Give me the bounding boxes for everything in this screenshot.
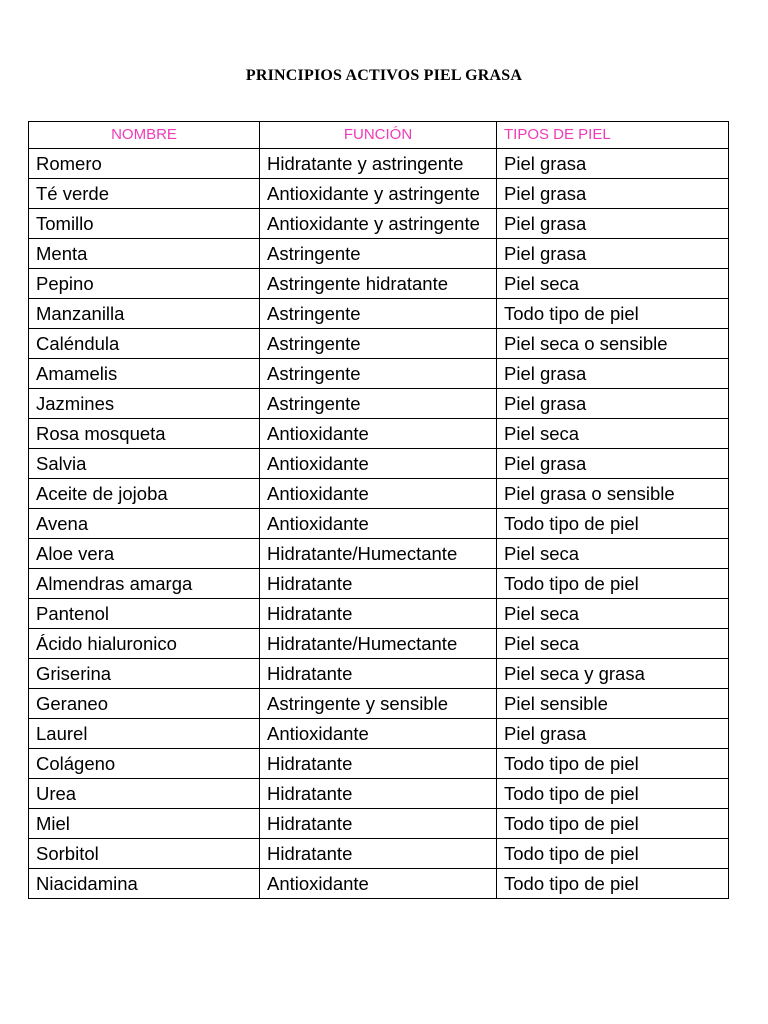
active-ingredients-table bbox=[28, 121, 729, 899]
cell-tipos-de-piel: Piel grasa bbox=[497, 359, 729, 389]
cell-tipos-de-piel: Piel grasa bbox=[497, 239, 729, 269]
cell-nombre: Amamelis bbox=[29, 359, 260, 389]
header-nombre: NOMBRE bbox=[29, 122, 260, 149]
cell-funcion: Antioxidante y astringente bbox=[260, 179, 497, 209]
table-row bbox=[29, 599, 729, 629]
cell-nombre: Avena bbox=[29, 509, 260, 539]
cell-tipos-de-piel: Piel seca o sensible bbox=[497, 329, 729, 359]
document-title: PRINCIPIOS ACTIVOS PIEL GRASA bbox=[245, 67, 523, 84]
table-row bbox=[29, 209, 729, 239]
table-row bbox=[29, 239, 729, 269]
cell-funcion: Hidratante bbox=[260, 839, 497, 869]
table-body bbox=[29, 149, 729, 899]
table-row bbox=[29, 719, 729, 749]
cell-nombre: Caléndula bbox=[29, 329, 260, 359]
cell-tipos-de-piel: Todo tipo de piel bbox=[497, 869, 729, 899]
cell-nombre: Niacidamina bbox=[29, 869, 260, 899]
header-funcion: FUNCIÓN bbox=[260, 122, 497, 149]
cell-funcion: Astringente bbox=[260, 299, 497, 329]
cell-nombre: Miel bbox=[29, 809, 260, 839]
cell-tipos-de-piel: Piel seca bbox=[497, 629, 729, 659]
cell-nombre: Menta bbox=[29, 239, 260, 269]
cell-nombre: Tomillo bbox=[29, 209, 260, 239]
cell-funcion: Hidratante/Humectante bbox=[260, 629, 497, 659]
table-row bbox=[29, 449, 729, 479]
cell-funcion: Antioxidante y astringente bbox=[260, 209, 497, 239]
table-row bbox=[29, 329, 729, 359]
table-row bbox=[29, 359, 729, 389]
cell-tipos-de-piel: Piel grasa o sensible bbox=[497, 479, 729, 509]
cell-funcion: Hidratante bbox=[260, 659, 497, 689]
table-row bbox=[29, 389, 729, 419]
cell-tipos-de-piel: Piel grasa bbox=[497, 389, 729, 419]
cell-tipos-de-piel: Piel seca bbox=[497, 419, 729, 449]
cell-funcion: Astringente bbox=[260, 389, 497, 419]
cell-funcion: Hidratante bbox=[260, 599, 497, 629]
cell-nombre: Té verde bbox=[29, 179, 260, 209]
cell-nombre: Pantenol bbox=[29, 599, 260, 629]
cell-funcion: Hidratante bbox=[260, 569, 497, 599]
cell-tipos-de-piel: Piel seca bbox=[497, 269, 729, 299]
cell-funcion: Astringente hidratante bbox=[260, 269, 497, 299]
cell-tipos-de-piel: Piel seca bbox=[497, 539, 729, 569]
cell-nombre: Sorbitol bbox=[29, 839, 260, 869]
cell-tipos-de-piel: Piel sensible bbox=[497, 689, 729, 719]
table-row bbox=[29, 179, 729, 209]
header-tipos-de-piel: TIPOS DE PIEL bbox=[497, 122, 729, 149]
table-row bbox=[29, 149, 729, 179]
cell-nombre: Colágeno bbox=[29, 749, 260, 779]
table-row bbox=[29, 809, 729, 839]
cell-tipos-de-piel: Piel grasa bbox=[497, 719, 729, 749]
table-row bbox=[29, 869, 729, 899]
cell-funcion: Hidratante/Humectante bbox=[260, 539, 497, 569]
cell-funcion: Astringente bbox=[260, 239, 497, 269]
cell-nombre: Laurel bbox=[29, 719, 260, 749]
cell-nombre: Manzanilla bbox=[29, 299, 260, 329]
cell-tipos-de-piel: Todo tipo de piel bbox=[497, 509, 729, 539]
cell-funcion: Astringente bbox=[260, 359, 497, 389]
cell-funcion: Astringente y sensible bbox=[260, 689, 497, 719]
cell-funcion: Antioxidante bbox=[260, 719, 497, 749]
cell-nombre: Romero bbox=[29, 149, 260, 179]
table-header-row bbox=[29, 122, 729, 149]
cell-nombre: Aceite de jojoba bbox=[29, 479, 260, 509]
cell-funcion: Hidratante bbox=[260, 779, 497, 809]
table-row bbox=[29, 569, 729, 599]
cell-tipos-de-piel: Todo tipo de piel bbox=[497, 839, 729, 869]
cell-tipos-de-piel: Todo tipo de piel bbox=[497, 809, 729, 839]
cell-nombre: Salvia bbox=[29, 449, 260, 479]
cell-funcion: Antioxidante bbox=[260, 419, 497, 449]
table-row bbox=[29, 629, 729, 659]
table-row bbox=[29, 509, 729, 539]
table-row bbox=[29, 839, 729, 869]
cell-tipos-de-piel: Piel seca y grasa bbox=[497, 659, 729, 689]
cell-nombre: Jazmines bbox=[29, 389, 260, 419]
cell-tipos-de-piel: Todo tipo de piel bbox=[497, 299, 729, 329]
cell-nombre: Almendras amarga bbox=[29, 569, 260, 599]
cell-tipos-de-piel: Todo tipo de piel bbox=[497, 749, 729, 779]
cell-funcion: Antioxidante bbox=[260, 869, 497, 899]
table-row bbox=[29, 539, 729, 569]
table-row bbox=[29, 299, 729, 329]
cell-funcion: Hidratante y astringente bbox=[260, 149, 497, 179]
cell-tipos-de-piel: Piel seca bbox=[497, 599, 729, 629]
cell-funcion: Antioxidante bbox=[260, 479, 497, 509]
cell-nombre: Pepino bbox=[29, 269, 260, 299]
cell-nombre: Aloe vera bbox=[29, 539, 260, 569]
cell-nombre: Griserina bbox=[29, 659, 260, 689]
cell-funcion: Antioxidante bbox=[260, 449, 497, 479]
table-row bbox=[29, 689, 729, 719]
table-row bbox=[29, 419, 729, 449]
cell-nombre: Rosa mosqueta bbox=[29, 419, 260, 449]
cell-nombre: Ácido hialuronico bbox=[29, 629, 260, 659]
cell-funcion: Hidratante bbox=[260, 809, 497, 839]
cell-funcion: Hidratante bbox=[260, 749, 497, 779]
cell-tipos-de-piel: Piel grasa bbox=[497, 449, 729, 479]
table-row bbox=[29, 479, 729, 509]
cell-tipos-de-piel: Piel grasa bbox=[497, 149, 729, 179]
table-row bbox=[29, 659, 729, 689]
cell-tipos-de-piel: Piel grasa bbox=[497, 179, 729, 209]
cell-funcion: Astringente bbox=[260, 329, 497, 359]
cell-nombre: Urea bbox=[29, 779, 260, 809]
table-row bbox=[29, 779, 729, 809]
cell-nombre: Geraneo bbox=[29, 689, 260, 719]
cell-tipos-de-piel: Piel grasa bbox=[497, 209, 729, 239]
table-row bbox=[29, 749, 729, 779]
cell-funcion: Antioxidante bbox=[260, 509, 497, 539]
cell-tipos-de-piel: Todo tipo de piel bbox=[497, 569, 729, 599]
table-row bbox=[29, 269, 729, 299]
cell-tipos-de-piel: Todo tipo de piel bbox=[497, 779, 729, 809]
